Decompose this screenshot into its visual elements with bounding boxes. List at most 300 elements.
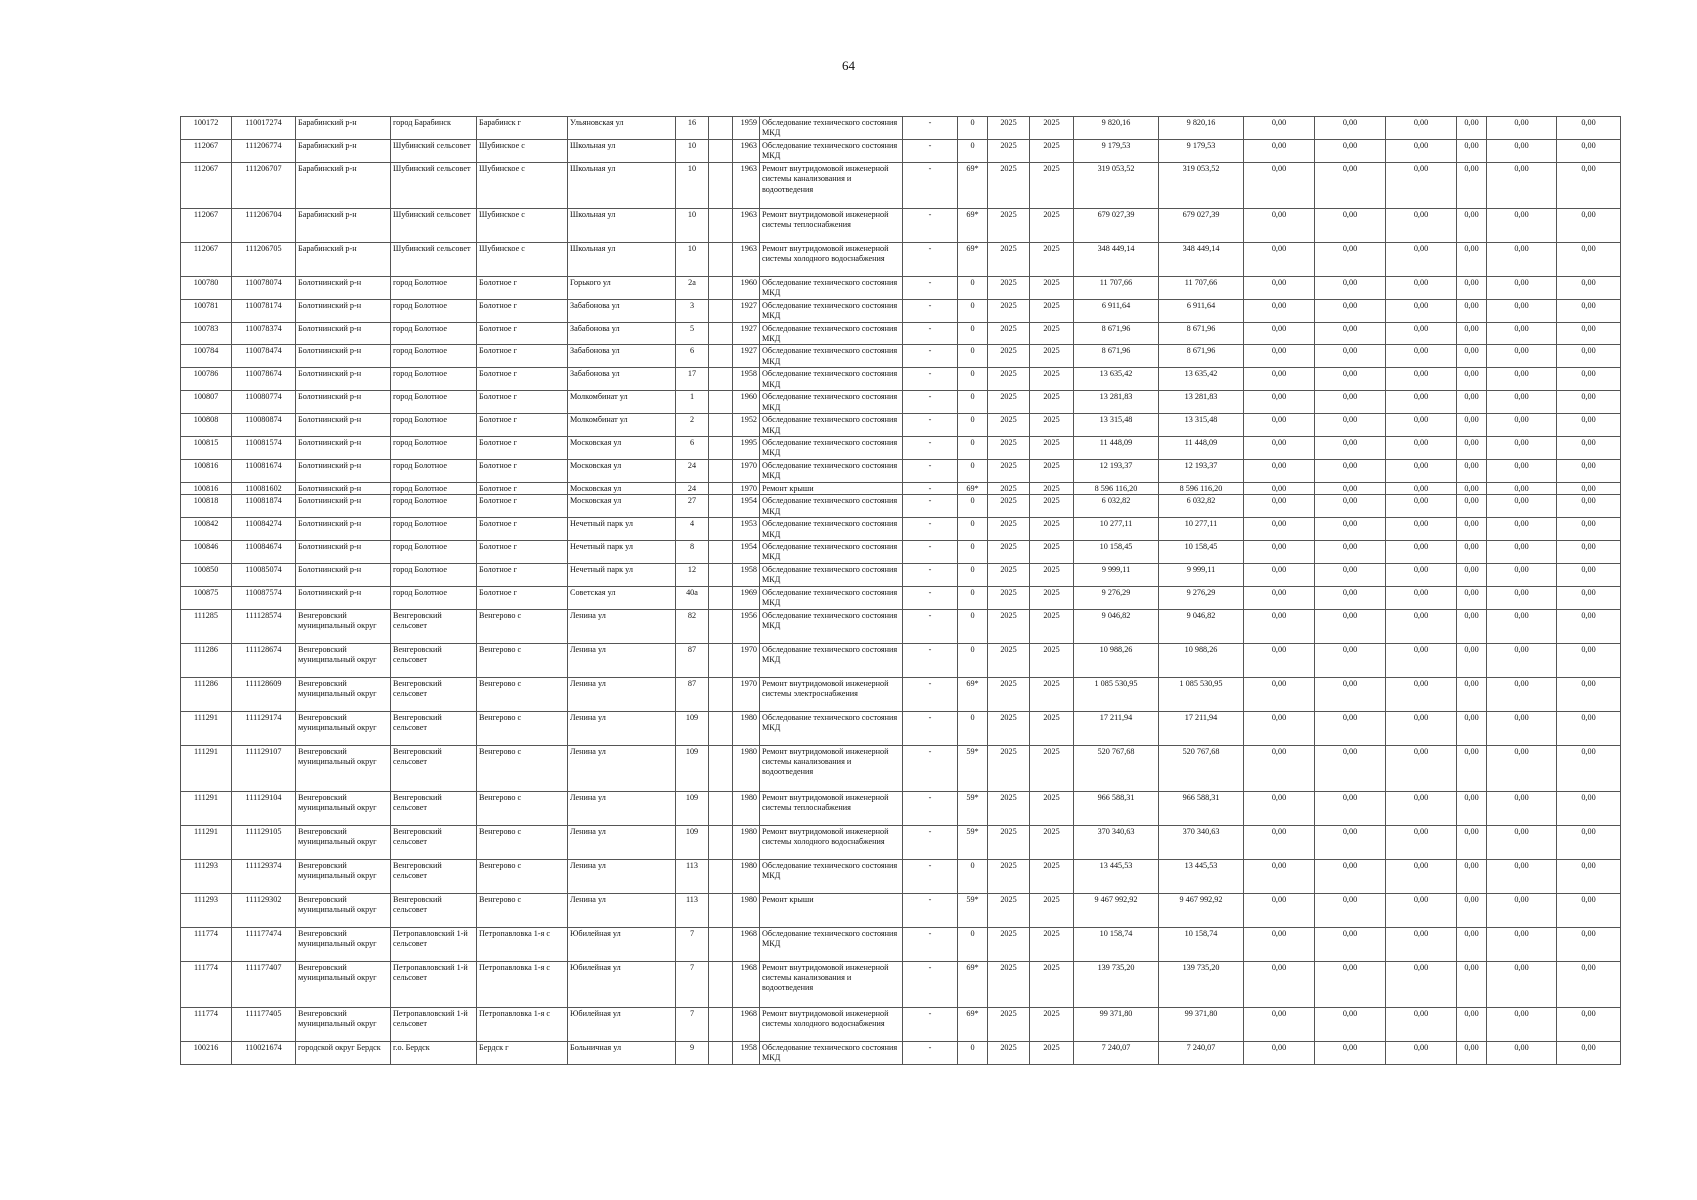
cell-fund-cost: 12 193,37 (1159, 459, 1244, 482)
cell-building (709, 459, 733, 482)
cell-street: Забабонова ул (568, 299, 676, 322)
cell-year-end: 2025 (1030, 139, 1074, 162)
cell-total-cost: 8 671,96 (1074, 345, 1159, 368)
table-row (181, 414, 1621, 437)
cell-owner-funds: 0,00 (1487, 961, 1557, 1007)
cell-other-funds: 0,00 (1557, 391, 1621, 414)
table-row (181, 927, 1621, 961)
cell-district: Болотнинский р-н (296, 540, 391, 563)
cell-year-built: 1980 (733, 745, 760, 791)
cell-work-type: Обследование технического состояния МКД (760, 518, 903, 541)
cell-local-funds: 0,00 (1386, 299, 1457, 322)
cell-building (709, 276, 733, 299)
cell-building (709, 208, 733, 242)
cell-street: Больничная ул (568, 1041, 676, 1064)
cell-year-end: 2025 (1030, 322, 1074, 345)
cell-owner-funds: 0,00 (1487, 1041, 1557, 1064)
cell-regional-funds: 0,00 (1315, 414, 1386, 437)
cell-total-cost: 348 449,14 (1074, 242, 1159, 276)
table-row (181, 162, 1621, 208)
cell-street: Забабонова ул (568, 322, 676, 345)
cell-total-cost: 13 635,42 (1074, 368, 1159, 391)
cell-building (709, 609, 733, 643)
cell-work-type: Ремонт внутридомовой инженерной системы канализования и водоотведения (760, 961, 903, 1007)
cell-house-number: 82 (676, 609, 709, 643)
cell-house-number: 27 (676, 495, 709, 518)
cell-work-type: Обследование технического состояния МКД (760, 368, 903, 391)
cell-federal-funds: 0,00 (1244, 643, 1315, 677)
cell-owner-funds-marker: 0,00 (1457, 677, 1487, 711)
table-row (181, 563, 1621, 586)
cell-federal-funds: 0,00 (1244, 609, 1315, 643)
cell-year-end: 2025 (1030, 677, 1074, 711)
cell-project-id: 112067 (181, 162, 232, 208)
cell-other-funds: 0,00 (1557, 437, 1621, 460)
cell-year-start: 2025 (988, 162, 1030, 208)
cell-regional-funds: 0,00 (1315, 791, 1386, 825)
cell-project-id: 111291 (181, 745, 232, 791)
cell-federal-funds: 0,00 (1244, 859, 1315, 893)
cell-work-id: 111177405 (232, 1007, 296, 1041)
cell-work-type: Ремонт внутридомовой инженерной системы канализования и водоотведения (760, 162, 903, 208)
cell-fund-cost: 11 448,09 (1159, 437, 1244, 460)
cell-federal-funds: 0,00 (1244, 459, 1315, 482)
cell-regional-funds: 0,00 (1315, 859, 1386, 893)
cell-project-id: 111285 (181, 609, 232, 643)
cell-year-built: 1995 (733, 437, 760, 460)
cell-settlement: Болотное г (477, 540, 568, 563)
cell-house-number: 7 (676, 1007, 709, 1041)
cell-settlement: Болотное г (477, 322, 568, 345)
cell-year-start: 2025 (988, 1041, 1030, 1064)
cell-owner-funds-marker: 0,00 (1457, 391, 1487, 414)
cell-owner-funds: 0,00 (1487, 609, 1557, 643)
cell-dash: - (903, 893, 958, 927)
cell-dash: - (903, 518, 958, 541)
cell-federal-funds: 0,00 (1244, 391, 1315, 414)
cell-federal-funds: 0,00 (1244, 893, 1315, 927)
cell-fund-cost: 966 588,31 (1159, 791, 1244, 825)
cell-project-id: 111286 (181, 643, 232, 677)
cell-work-id: 110021674 (232, 1041, 296, 1064)
cell-project-id: 100875 (181, 586, 232, 609)
cell-note: 69* (958, 677, 988, 711)
cell-note: 0 (958, 414, 988, 437)
cell-work-id: 111128609 (232, 677, 296, 711)
cell-local-funds: 0,00 (1386, 609, 1457, 643)
table-row (181, 391, 1621, 414)
cell-year-start: 2025 (988, 139, 1030, 162)
cell-work-id: 110081574 (232, 437, 296, 460)
cell-district: Болотнинский р-н (296, 586, 391, 609)
cell-year-end: 2025 (1030, 345, 1074, 368)
cell-house-number: 24 (676, 459, 709, 482)
cell-local-funds: 0,00 (1386, 518, 1457, 541)
cell-local-funds: 0,00 (1386, 745, 1457, 791)
cell-owner-funds-marker: 0,00 (1457, 242, 1487, 276)
cell-work-id: 111129302 (232, 893, 296, 927)
cell-owner-funds: 0,00 (1487, 586, 1557, 609)
cell-owner-funds-marker: 0,00 (1457, 893, 1487, 927)
cell-fund-cost: 520 767,68 (1159, 745, 1244, 791)
cell-note: 0 (958, 563, 988, 586)
cell-settlement: Болотное г (477, 518, 568, 541)
cell-dash: - (903, 276, 958, 299)
cell-settlement: Венгерово с (477, 643, 568, 677)
cell-local-funds: 0,00 (1386, 208, 1457, 242)
cell-settlement: Венгерово с (477, 711, 568, 745)
cell-project-id: 100216 (181, 1041, 232, 1064)
cell-regional-funds: 0,00 (1315, 643, 1386, 677)
cell-federal-funds: 0,00 (1244, 345, 1315, 368)
cell-district: Болотнинский р-н (296, 459, 391, 482)
cell-building (709, 825, 733, 859)
cell-municipality: город Болотное (391, 368, 477, 391)
cell-other-funds: 0,00 (1557, 711, 1621, 745)
cell-total-cost: 8 671,96 (1074, 322, 1159, 345)
cell-work-id: 110078674 (232, 368, 296, 391)
cell-other-funds: 0,00 (1557, 117, 1621, 140)
cell-municipality: Шубинский сельсовет (391, 139, 477, 162)
cell-work-id: 110078074 (232, 276, 296, 299)
cell-year-built: 1970 (733, 643, 760, 677)
cell-year-end: 2025 (1030, 1041, 1074, 1064)
cell-owner-funds: 0,00 (1487, 825, 1557, 859)
cell-note: 69* (958, 162, 988, 208)
cell-other-funds: 0,00 (1557, 586, 1621, 609)
cell-fund-cost: 9 467 992,92 (1159, 893, 1244, 927)
cell-house-number: 2а (676, 276, 709, 299)
cell-street: Советская ул (568, 586, 676, 609)
cell-dash: - (903, 414, 958, 437)
cell-house-number: 6 (676, 345, 709, 368)
cell-work-id: 111206774 (232, 139, 296, 162)
cell-year-start: 2025 (988, 437, 1030, 460)
cell-total-cost: 139 735,20 (1074, 961, 1159, 1007)
cell-work-type: Обследование технического состояния МКД (760, 586, 903, 609)
cell-fund-cost: 99 371,80 (1159, 1007, 1244, 1041)
cell-municipality: Петропавловский 1-й сельсовет (391, 1007, 477, 1041)
table-row (181, 299, 1621, 322)
cell-dash: - (903, 139, 958, 162)
cell-settlement: Венгерово с (477, 893, 568, 927)
cell-year-end: 2025 (1030, 276, 1074, 299)
cell-district: Болотнинский р-н (296, 322, 391, 345)
cell-local-funds: 0,00 (1386, 563, 1457, 586)
cell-year-end: 2025 (1030, 162, 1074, 208)
cell-work-id: 110081874 (232, 495, 296, 518)
cell-work-id: 111128574 (232, 609, 296, 643)
cell-house-number: 10 (676, 162, 709, 208)
cell-building (709, 482, 733, 494)
cell-work-id: 110078374 (232, 322, 296, 345)
cell-year-built: 1963 (733, 162, 760, 208)
cell-project-id: 111293 (181, 859, 232, 893)
cell-street: Ленина ул (568, 609, 676, 643)
cell-project-id: 112067 (181, 242, 232, 276)
cell-dash: - (903, 162, 958, 208)
cell-owner-funds: 0,00 (1487, 208, 1557, 242)
cell-regional-funds: 0,00 (1315, 1041, 1386, 1064)
cell-owner-funds: 0,00 (1487, 745, 1557, 791)
cell-fund-cost: 9 820,16 (1159, 117, 1244, 140)
cell-total-cost: 99 371,80 (1074, 1007, 1159, 1041)
cell-district: городской округ Бердск (296, 1041, 391, 1064)
cell-street: Нечетный парк ул (568, 518, 676, 541)
cell-street: Московская ул (568, 437, 676, 460)
cell-regional-funds: 0,00 (1315, 139, 1386, 162)
cell-year-start: 2025 (988, 859, 1030, 893)
cell-year-end: 2025 (1030, 299, 1074, 322)
cell-year-built: 1953 (733, 518, 760, 541)
cell-note: 0 (958, 437, 988, 460)
cell-owner-funds-marker: 0,00 (1457, 961, 1487, 1007)
cell-project-id: 111291 (181, 825, 232, 859)
cell-house-number: 1 (676, 391, 709, 414)
cell-other-funds: 0,00 (1557, 643, 1621, 677)
cell-dash: - (903, 299, 958, 322)
cell-owner-funds-marker: 0,00 (1457, 162, 1487, 208)
cell-municipality: Петропавловский 1-й сельсовет (391, 961, 477, 1007)
cell-project-id: 112067 (181, 139, 232, 162)
cell-owner-funds-marker: 0,00 (1457, 791, 1487, 825)
cell-owner-funds-marker: 0,00 (1457, 586, 1487, 609)
cell-fund-cost: 7 240,07 (1159, 1041, 1244, 1064)
cell-district: Венгеровский муниципальный округ (296, 859, 391, 893)
cell-regional-funds: 0,00 (1315, 459, 1386, 482)
cell-house-number: 87 (676, 643, 709, 677)
cell-dash: - (903, 345, 958, 368)
cell-dash: - (903, 586, 958, 609)
cell-owner-funds: 0,00 (1487, 368, 1557, 391)
cell-other-funds: 0,00 (1557, 162, 1621, 208)
table-row (181, 345, 1621, 368)
table-row (181, 1007, 1621, 1041)
cell-year-end: 2025 (1030, 825, 1074, 859)
cell-dash: - (903, 711, 958, 745)
table-row (181, 495, 1621, 518)
cell-year-end: 2025 (1030, 518, 1074, 541)
cell-local-funds: 0,00 (1386, 893, 1457, 927)
cell-municipality: Шубинский сельсовет (391, 162, 477, 208)
table-row (181, 791, 1621, 825)
cell-municipality: город Болотное (391, 518, 477, 541)
cell-work-type: Ремонт крыши (760, 893, 903, 927)
cell-work-type: Обследование технического состояния МКД (760, 322, 903, 345)
cell-year-built: 1927 (733, 345, 760, 368)
cell-regional-funds: 0,00 (1315, 437, 1386, 460)
cell-year-end: 2025 (1030, 242, 1074, 276)
cell-year-start: 2025 (988, 540, 1030, 563)
cell-local-funds: 0,00 (1386, 322, 1457, 345)
cell-local-funds: 0,00 (1386, 643, 1457, 677)
table-row (181, 1041, 1621, 1064)
cell-owner-funds: 0,00 (1487, 162, 1557, 208)
table-row (181, 518, 1621, 541)
cell-other-funds: 0,00 (1557, 1007, 1621, 1041)
cell-regional-funds: 0,00 (1315, 391, 1386, 414)
cell-dash: - (903, 563, 958, 586)
cell-settlement: Болотное г (477, 586, 568, 609)
cell-owner-funds-marker: 0,00 (1457, 711, 1487, 745)
cell-other-funds: 0,00 (1557, 745, 1621, 791)
cell-fund-cost: 370 340,63 (1159, 825, 1244, 859)
cell-note: 0 (958, 859, 988, 893)
cell-work-id: 110078474 (232, 345, 296, 368)
cell-district: Венгеровский муниципальный округ (296, 609, 391, 643)
cell-street: Ленина ул (568, 643, 676, 677)
cell-work-type: Обследование технического состояния МКД (760, 276, 903, 299)
cell-year-built: 1970 (733, 482, 760, 494)
cell-year-start: 2025 (988, 745, 1030, 791)
cell-owner-funds: 0,00 (1487, 117, 1557, 140)
cell-year-built: 1963 (733, 139, 760, 162)
cell-year-built: 1970 (733, 459, 760, 482)
cell-settlement: Болотное г (477, 459, 568, 482)
cell-regional-funds: 0,00 (1315, 322, 1386, 345)
cell-settlement: Шубинское с (477, 162, 568, 208)
cell-work-id: 111206707 (232, 162, 296, 208)
cell-street: Московская ул (568, 482, 676, 494)
cell-district: Венгеровский муниципальный округ (296, 927, 391, 961)
cell-work-id: 110084674 (232, 540, 296, 563)
cell-settlement: Венгерово с (477, 677, 568, 711)
cell-street: Ленина ул (568, 711, 676, 745)
cell-federal-funds: 0,00 (1244, 1007, 1315, 1041)
cell-district: Болотнинский р-н (296, 414, 391, 437)
cell-municipality: город Болотное (391, 414, 477, 437)
table-row (181, 893, 1621, 927)
cell-local-funds: 0,00 (1386, 276, 1457, 299)
cell-settlement: Болотное г (477, 563, 568, 586)
table-row (181, 859, 1621, 893)
cell-building (709, 117, 733, 140)
table-row (181, 322, 1621, 345)
cell-municipality: город Болотное (391, 322, 477, 345)
cell-district: Болотнинский р-н (296, 563, 391, 586)
cell-settlement: Болотное г (477, 345, 568, 368)
cell-local-funds: 0,00 (1386, 961, 1457, 1007)
cell-dash: - (903, 677, 958, 711)
cell-other-funds: 0,00 (1557, 518, 1621, 541)
cell-fund-cost: 10 988,26 (1159, 643, 1244, 677)
cell-building (709, 391, 733, 414)
cell-owner-funds: 0,00 (1487, 563, 1557, 586)
cell-house-number: 10 (676, 208, 709, 242)
cell-building (709, 643, 733, 677)
cell-federal-funds: 0,00 (1244, 518, 1315, 541)
cell-total-cost: 319 053,52 (1074, 162, 1159, 208)
cell-municipality: Шубинский сельсовет (391, 208, 477, 242)
cell-year-start: 2025 (988, 825, 1030, 859)
page-number: 64 (842, 58, 855, 73)
cell-total-cost: 1 085 530,95 (1074, 677, 1159, 711)
cell-federal-funds: 0,00 (1244, 139, 1315, 162)
cell-work-id: 110085074 (232, 563, 296, 586)
cell-local-funds: 0,00 (1386, 345, 1457, 368)
cell-work-type: Обследование технического состояния МКД (760, 139, 903, 162)
cell-total-cost: 370 340,63 (1074, 825, 1159, 859)
cell-owner-funds: 0,00 (1487, 711, 1557, 745)
cell-note: 0 (958, 345, 988, 368)
cell-settlement: Бердск г (477, 1041, 568, 1064)
cell-regional-funds: 0,00 (1315, 586, 1386, 609)
cell-federal-funds: 0,00 (1244, 961, 1315, 1007)
cell-project-id: 100783 (181, 322, 232, 345)
cell-municipality: Венгеровский сельсовет (391, 745, 477, 791)
cell-work-id: 111129374 (232, 859, 296, 893)
cell-house-number: 40а (676, 586, 709, 609)
cell-owner-funds-marker: 0,00 (1457, 540, 1487, 563)
cell-owner-funds: 0,00 (1487, 322, 1557, 345)
cell-house-number: 10 (676, 242, 709, 276)
cell-year-end: 2025 (1030, 893, 1074, 927)
cell-dash: - (903, 859, 958, 893)
cell-street: Московская ул (568, 459, 676, 482)
cell-fund-cost: 11 707,66 (1159, 276, 1244, 299)
cell-regional-funds: 0,00 (1315, 495, 1386, 518)
cell-fund-cost: 13 281,83 (1159, 391, 1244, 414)
cell-year-built: 1980 (733, 893, 760, 927)
cell-other-funds: 0,00 (1557, 459, 1621, 482)
cell-building (709, 414, 733, 437)
cell-other-funds: 0,00 (1557, 1041, 1621, 1064)
cell-total-cost: 9 046,82 (1074, 609, 1159, 643)
cell-project-id: 111291 (181, 711, 232, 745)
cell-federal-funds: 0,00 (1244, 117, 1315, 140)
cell-federal-funds: 0,00 (1244, 162, 1315, 208)
cell-total-cost: 520 767,68 (1074, 745, 1159, 791)
cell-district: Венгеровский муниципальный округ (296, 745, 391, 791)
cell-building (709, 518, 733, 541)
cell-year-start: 2025 (988, 677, 1030, 711)
cell-work-type: Обследование технического состояния МКД (760, 437, 903, 460)
cell-building (709, 711, 733, 745)
cell-municipality: город Болотное (391, 459, 477, 482)
cell-dash: - (903, 745, 958, 791)
cell-work-type: Обследование технического состояния МКД (760, 711, 903, 745)
cell-note: 0 (958, 117, 988, 140)
cell-year-end: 2025 (1030, 563, 1074, 586)
cell-regional-funds: 0,00 (1315, 162, 1386, 208)
cell-note: 69* (958, 961, 988, 1007)
cell-year-built: 1954 (733, 540, 760, 563)
cell-street: Горького ул (568, 276, 676, 299)
cell-local-funds: 0,00 (1386, 791, 1457, 825)
cell-federal-funds: 0,00 (1244, 745, 1315, 791)
cell-other-funds: 0,00 (1557, 859, 1621, 893)
cell-street: Школьная ул (568, 162, 676, 208)
cell-house-number: 113 (676, 859, 709, 893)
cell-total-cost: 679 027,39 (1074, 208, 1159, 242)
cell-work-id: 111129174 (232, 711, 296, 745)
cell-federal-funds: 0,00 (1244, 299, 1315, 322)
cell-note: 0 (958, 711, 988, 745)
cell-note: 0 (958, 368, 988, 391)
cell-year-start: 2025 (988, 586, 1030, 609)
cell-year-start: 2025 (988, 414, 1030, 437)
cell-fund-cost: 1 085 530,95 (1159, 677, 1244, 711)
cell-work-type: Обследование технического состояния МКД (760, 563, 903, 586)
cell-project-id: 100846 (181, 540, 232, 563)
cell-house-number: 109 (676, 791, 709, 825)
cell-project-id: 111774 (181, 961, 232, 1007)
cell-owner-funds-marker: 0,00 (1457, 859, 1487, 893)
cell-local-funds: 0,00 (1386, 1007, 1457, 1041)
cell-year-start: 2025 (988, 711, 1030, 745)
cell-municipality: город Болотное (391, 437, 477, 460)
cell-note: 0 (958, 299, 988, 322)
